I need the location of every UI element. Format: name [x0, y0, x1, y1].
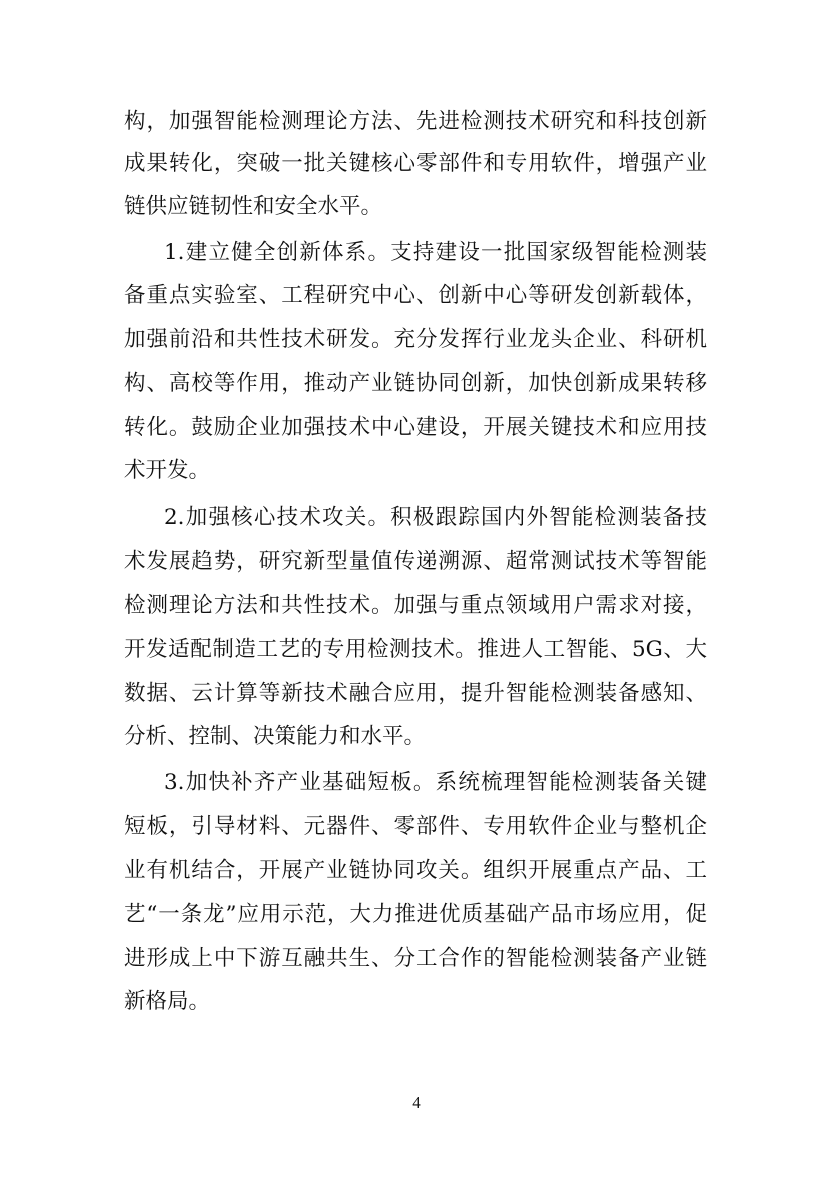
- paragraph-heading-line: 3.加快补齐产业基础短板。系统梳理智能检测装备关键: [164, 770, 707, 795]
- text-line: 构，加强智能检测理论方法、先进检测技术研究和科技创新: [124, 109, 707, 134]
- paragraph-heading-line: 2.加强核心技术攻关。积极跟踪国内外智能检测装备技: [164, 505, 707, 530]
- text-line: 检测理论方法和共性技术。加强与重点领域用户需求对接，: [124, 593, 707, 618]
- text-line: 业有机结合，开展产业链协同攻关。组织开展重点产品、工: [124, 858, 707, 883]
- text-line: 术发展趋势，研究新型量值传递溯源、超常测试技术等智能: [124, 549, 707, 574]
- text-line: 进形成上中下游互融共生、分工合作的智能检测装备产业链: [124, 946, 707, 971]
- text-line: 转化。鼓励企业加强技术中心建设，开展关键技术和应用技: [124, 415, 707, 440]
- text-line: 构、高校等作用，推动产业链协同创新，加快创新成果转移: [124, 371, 707, 396]
- text-line: 链供应链韧性和安全水平。: [124, 194, 383, 219]
- text-line: 数据、云计算等新技术融合应用，提升智能检测装备感知、: [124, 681, 707, 706]
- text-line: 新格局。: [124, 989, 211, 1014]
- paragraph-heading-line: 1.建立健全创新体系。支持建设一批国家级智能检测装: [164, 240, 707, 265]
- page-number: 4: [412, 1093, 421, 1112]
- text-line: 备重点实验室、工程研究中心、创新中心等研发创新载体，: [124, 283, 707, 308]
- text-line: 加强前沿和共性技术研发。充分发挥行业龙头企业、科研机: [124, 327, 707, 352]
- text-line: 艺“一条龙”应用示范，大力推进优质基础产品市场应用，促: [124, 902, 707, 927]
- text-line: 开发适配制造工艺的专用检测技术。推进人工智能、5G、大: [124, 637, 707, 662]
- text-line: 短板，引导材料、元器件、零部件、专用软件企业与整机企: [124, 814, 707, 839]
- text-line: 术开发。: [124, 458, 211, 483]
- text-line: 分析、控制、决策能力和水平。: [124, 724, 426, 749]
- text-line: 成果转化，突破一批关键核心零部件和专用软件，增强产业: [124, 151, 707, 176]
